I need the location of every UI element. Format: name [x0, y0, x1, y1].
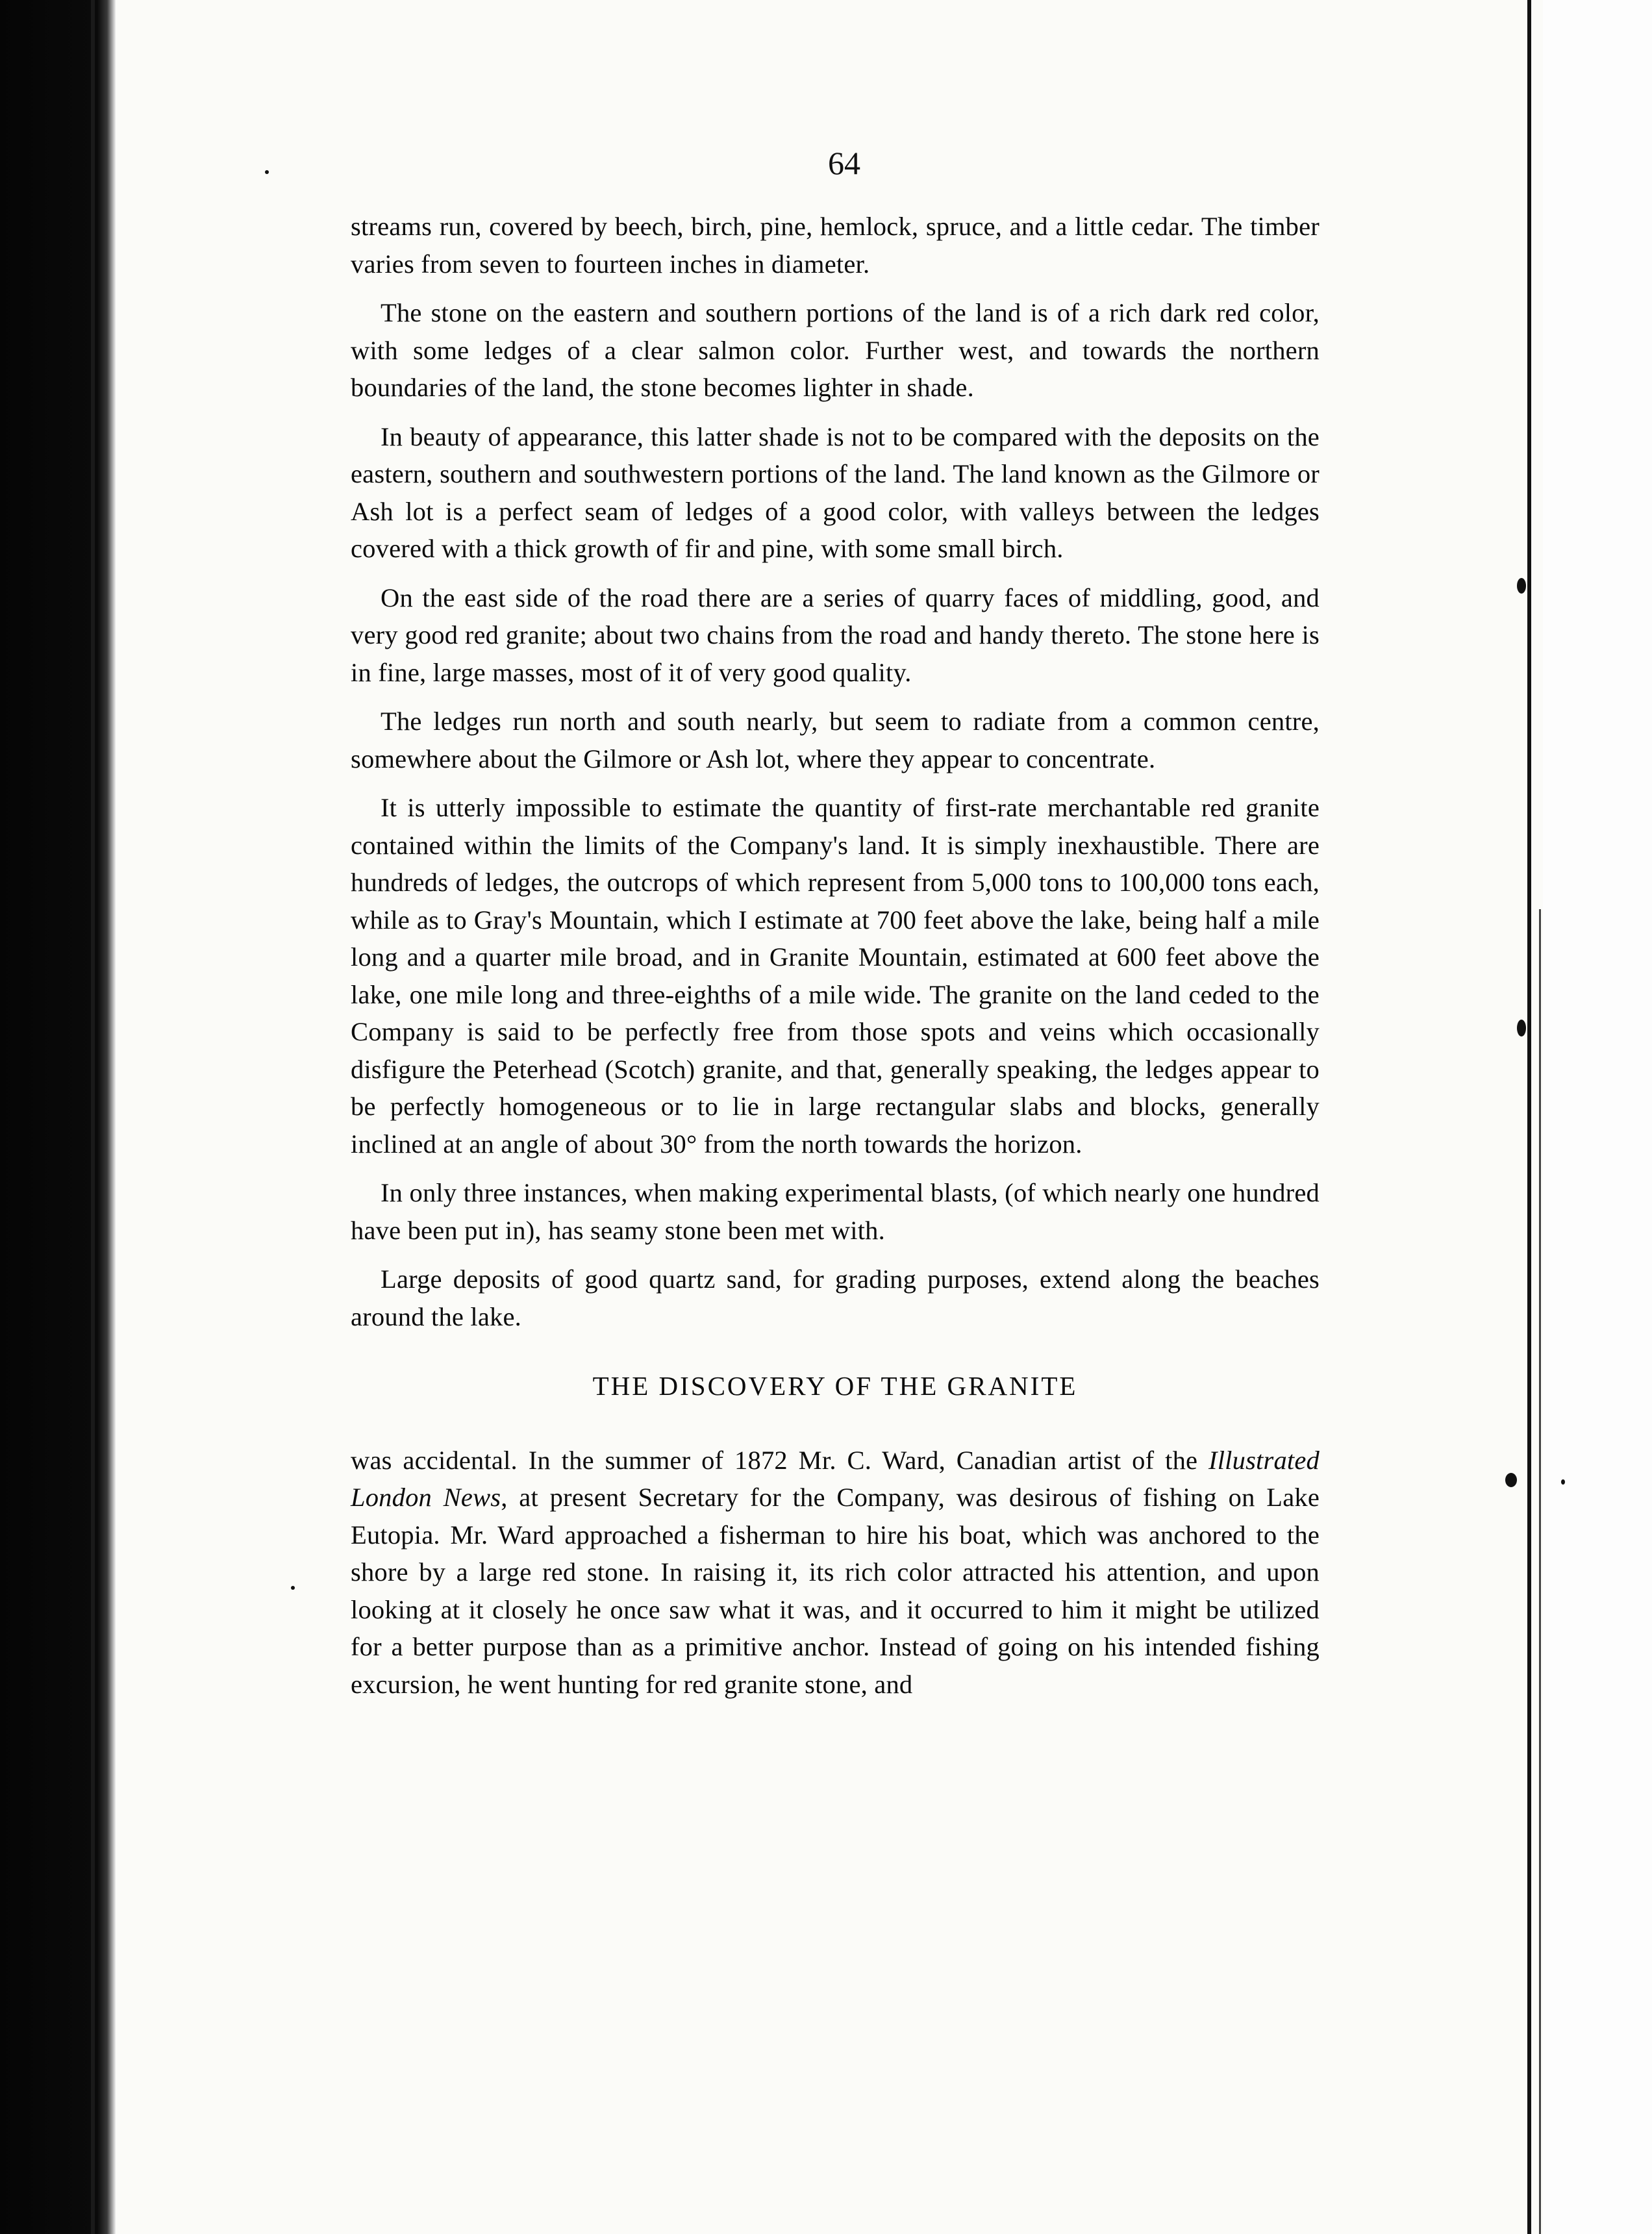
body-text [351, 208, 1320, 1714]
page-number: 64 [828, 145, 860, 181]
section-heading: THE DISCOVERY OF THE GRANITE [592, 1371, 1078, 1401]
paragraph: Large deposits of good quartz sand, for grading purposes, extend along the beaches around the lake. [351, 1264, 1320, 1331]
right-edge-rule-secondary [1539, 909, 1541, 2234]
section-text-part1: was accidental. In the summer of 1872 Mr. C. Ward, Canadian artist of the [351, 1445, 1209, 1475]
scan-speck [1561, 1479, 1565, 1485]
scan-speck [265, 170, 269, 174]
publication-title: Illustrated London News [351, 1445, 1320, 1512]
paragraph: The stone on the eastern and southern portions of the land is of a rich dark red color, with some ledges of a clear salmon color. Further west, and towards the northern boundaries of the land, the stone becomes lighter in shade. [351, 298, 1320, 402]
section-text-part2: , at present Secretary for the Company, was desirous of fishing on Lake Eutopia. Mr. Ward approached a fisherman to hire his boat, which was anchored to the shore by a large red stone. In raising it, its rich color attracted his attention, and upon looking at it closely he once saw what it was, and it occurred to him it might be utilized for a better purpose than as a primitive anchor. Instead of going on his intended fishing excursion, he went hunting for red granite stone, and [351, 1483, 1320, 1699]
paragraph: In beauty of appearance, this latter shade is not to be compared with the deposits on the eastern, southern and southwestern portions of the land. The land known as the Gilmore or Ash lot is a perfect seam of ledges of a good color, with valleys between the ledges covered with a thick growth of fir and pine, with some small birch. [351, 421, 1320, 563]
paragraph: On the east side of the road there are a series of quarry faces of middling, good, and very good red granite; about two chains from the road and handy thereto. The stone here is in fine, large masses, most of it of very good quality. [351, 583, 1320, 687]
paragraph: In only three instances, when making experimental blasts, (of which nearly one hundred have been put in), has seamy stone been met with. [351, 1178, 1320, 1245]
paragraph: streams run, covered by beech, birch, pine, hemlock, spruce, and a little cedar. The timber varies from seven to fourteen inches in diameter. [351, 212, 1320, 279]
scan-speck [1505, 1473, 1517, 1487]
binding-shadow [0, 0, 116, 2234]
scan-speck [291, 1586, 295, 1590]
right-margin [1543, 0, 1652, 2234]
scan-speck [1517, 578, 1526, 594]
right-edge-rule [1527, 0, 1531, 2234]
scan-speck [1517, 1020, 1526, 1036]
binding-edge-line [91, 0, 95, 2234]
section-paragraph [351, 1442, 1320, 1703]
paragraph: It is utterly impossible to estimate the quantity of first-rate merchantable red granite contained within the limits of the Company's land. It is simply inexhaustible. There are hundreds of ledges, the outcrops of which represent from 5,000 tons to 100,000 tons each, while as to Gray's Mountain, which I estimate at 700 feet above the lake, being half a mile long and a quarter mile broad, and in Granite Mountain, estimated at 600 feet above the lake, one mile long and three-eighths of a mile wide. The granite on the land ceded to the Company is said to be perfectly free from those spots and veins which occasionally disfigure the Peterhead (Scotch) granite, and that, generally speaking, the ledges appear to be perfectly homogeneous or to lie in large rectangular slabs and blocks, generally inclined at an angle of about 30° from the north towards the horizon. [351, 793, 1320, 1159]
paragraph: The ledges run north and south nearly, but seem to radiate from a common centre, somewhere about the Gilmore or Ash lot, where they appear to concentrate. [351, 707, 1320, 773]
